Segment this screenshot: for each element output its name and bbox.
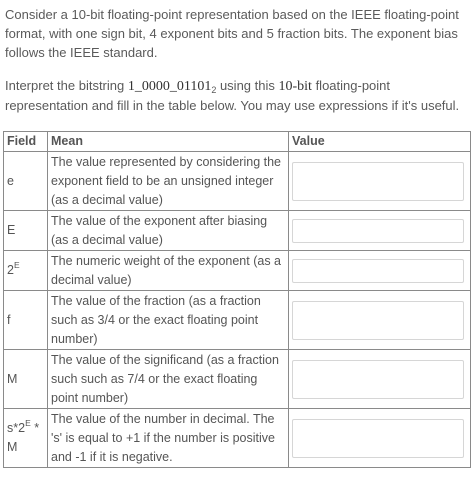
value-input-2-pow-E[interactable] bbox=[292, 259, 464, 283]
field-post: * M bbox=[7, 421, 40, 454]
value-cell bbox=[289, 211, 471, 251]
mean-cell: The value of the exponent after biasing (as a decimal value) bbox=[48, 211, 289, 251]
field-sup: E bbox=[25, 418, 31, 428]
mean-cell: The value of the number in decimal. The 's' is equal to +1 if the number is positive and -1 if it is negative. bbox=[48, 409, 289, 468]
value-input-f[interactable] bbox=[292, 301, 464, 340]
value-cell bbox=[289, 409, 471, 468]
field-pre: s*2 bbox=[7, 421, 26, 435]
row-e bbox=[4, 152, 471, 211]
intro-paragraph-2 bbox=[5, 76, 467, 115]
field-base: 2 bbox=[7, 263, 14, 277]
field-cell: E bbox=[4, 211, 48, 251]
intro-p2-mid: using this bbox=[216, 78, 279, 93]
answer-table bbox=[3, 131, 471, 468]
mean-cell: The value of the significand (as a fraction such such as 7/4 or the exact floating point number) bbox=[48, 350, 289, 409]
value-cell bbox=[289, 291, 471, 350]
ten-bit-term: 10-bit bbox=[278, 79, 312, 94]
value-input-e[interactable] bbox=[292, 162, 464, 201]
row-value bbox=[4, 409, 471, 468]
mean-cell: The value of the fraction (as a fraction such as 3/4 or the exact floating point number) bbox=[48, 291, 289, 350]
row-f bbox=[4, 291, 471, 350]
intro-paragraph-1: Consider a 10-bit floating-point representation based on the IEEE floating-point format, with one sign bit, 4 exponent bits and 5 fraction bits. The exponent bias follows the IEEE standard. bbox=[5, 7, 459, 60]
field-cell bbox=[4, 409, 48, 468]
mean-cell: The value represented by considering the exponent field to be an unsigned integer (as a decimal value) bbox=[48, 152, 289, 211]
header-row bbox=[4, 132, 471, 152]
mean-cell: The numeric weight of the exponent (as a decimal value) bbox=[48, 251, 289, 291]
problem-statement bbox=[5, 5, 467, 115]
value-cell bbox=[289, 350, 471, 409]
field-cell: f bbox=[4, 291, 48, 350]
field-cell: e bbox=[4, 152, 48, 211]
header-mean: Mean bbox=[48, 132, 289, 152]
row-E bbox=[4, 211, 471, 251]
value-input-E[interactable] bbox=[292, 219, 464, 243]
value-cell bbox=[289, 251, 471, 291]
header-field: Field bbox=[4, 132, 48, 152]
field-cell: M bbox=[4, 350, 48, 409]
header-value: Value bbox=[289, 132, 471, 152]
bitstring: 1_0000_01101 bbox=[127, 79, 212, 94]
value-input-M[interactable] bbox=[292, 360, 464, 399]
field-cell bbox=[4, 251, 48, 291]
intro-p2-lead: Interpret the bitstring bbox=[5, 78, 128, 93]
row-2-pow-E bbox=[4, 251, 471, 291]
value-input-number[interactable] bbox=[292, 419, 464, 458]
bitstring-base: 2 bbox=[211, 85, 217, 95]
row-M bbox=[4, 350, 471, 409]
value-cell bbox=[289, 152, 471, 211]
field-sup: E bbox=[13, 260, 20, 270]
intro-p2-tail: floating-point representation and fill in the table below. You may use expressions if it's useful. bbox=[5, 78, 460, 113]
